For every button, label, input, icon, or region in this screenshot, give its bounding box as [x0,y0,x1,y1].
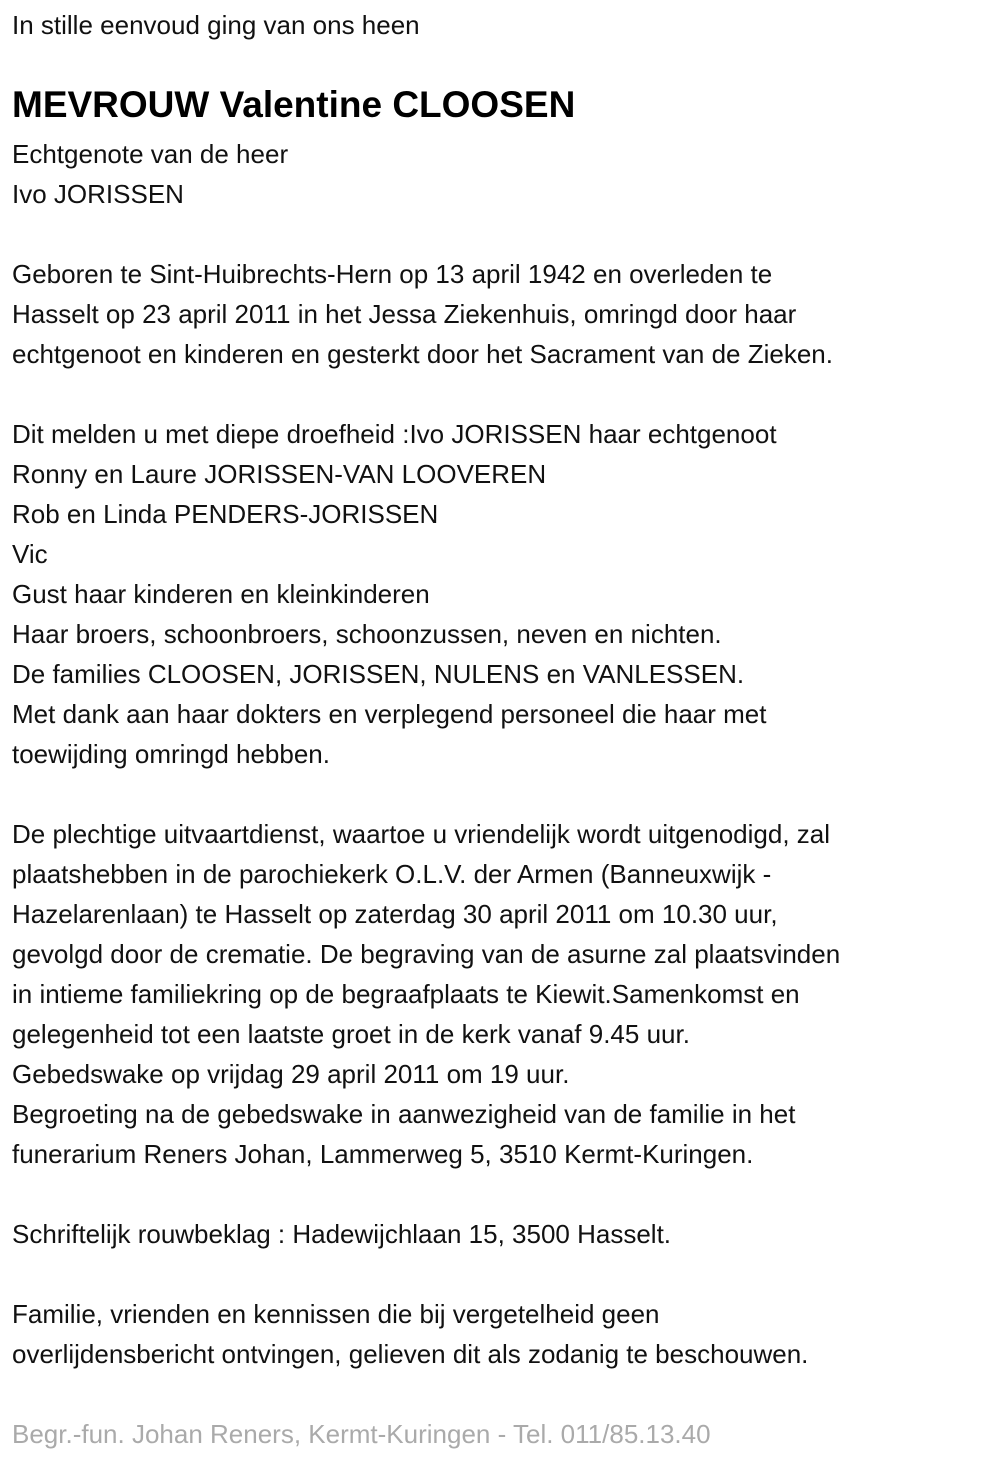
paragraph-line: Schriftelijk rouwbeklag : Hadewijchlaan 15, 3500 Hasselt. [12,1219,672,1249]
paragraph-line: Gust haar kinderen en kleinkinderen [12,579,430,609]
condolence-address-paragraph [12,1214,1000,1254]
paragraph-line: Familie, vrienden en kennissen die bij vergetelheid geen [12,1299,660,1329]
paragraph-line: toewijding omringd hebben. [12,739,330,769]
intro-text: In stille eenvoud ging van ons heen [12,10,420,40]
paragraph-line: gelegenheid tot een laatste groet in de kerk vanaf 9.45 uur. [12,1019,690,1049]
birth-death-paragraph [12,254,1000,374]
paragraph-line: Haar broers, schoonbroers, schoonzussen, neven en nichten. [12,619,722,649]
deceased-name: MEVROUW Valentine CLOOSEN [12,84,576,125]
paragraph-line: gevolgd door de crematie. De begraving van de asurne zal plaatsvinden [12,939,841,969]
paragraph-line: plaatshebben in de parochiekerk O.L.V. der Armen (Banneuxwijk - [12,859,772,889]
paragraph-line: Hazelarenlaan) te Hasselt op zaterdag 30 april 2011 om 10.30 uur, [12,899,778,929]
paragraph-line: echtgenoot en kinderen en gesterkt door het Sacrament van de Zieken. [12,339,833,369]
paragraph-line: Gebedswake op vrijdag 29 april 2011 om 19 uur. [12,1059,570,1089]
closing-paragraph [12,1294,1000,1374]
paragraph-line: De families CLOOSEN, JORISSEN, NULENS en VANLESSEN. [12,659,745,689]
spouse-line: Ivo JORISSEN [12,179,184,209]
paragraph-line: funerarium Reners Johan, Lammerweg 5, 3510 Kermt-Kuringen. [12,1139,754,1169]
spouse-block [12,134,1000,214]
paragraph-line: Ronny en Laure JORISSEN-VAN LOOVEREN [12,459,547,489]
paragraph-line: Rob en Linda PENDERS-JORISSEN [12,499,439,529]
paragraph-line: De plechtige uitvaartdienst, waartoe u vriendelijk wordt uitgenodigd, zal [12,819,831,849]
mourners-paragraph [12,414,1000,774]
paragraph-line: Dit melden u met diepe droefheid :Ivo JORISSEN haar echtgenoot [12,419,777,449]
paragraph-line: Begroeting na de gebedswake in aanwezigheid van de familie in het [12,1099,796,1129]
paragraph-line: Met dank aan haar dokters en verplegend personeel die haar met [12,699,767,729]
paragraph-line: overlijdensbericht ontvingen, gelieven dit als zodanig te beschouwen. [12,1339,809,1369]
paragraph-line: Hasselt op 23 april 2011 in het Jessa Ziekenhuis, omringd door haar [12,299,797,329]
obituary-notice [12,5,1000,1454]
service-paragraph [12,814,1000,1174]
paragraph-line: in intieme familiekring op de begraafplaats te Kiewit.Samenkomst en [12,979,800,1009]
funeral-home-footer: Begr.-fun. Johan Reners, Kermt-Kuringen - Tel. 011/85.13.40 [12,1419,711,1449]
spouse-line: Echtgenote van de heer [12,139,289,169]
paragraph-line: Vic [12,539,48,569]
paragraph-line: Geboren te Sint-Huibrechts-Hern op 13 april 1942 en overleden te [12,259,773,289]
